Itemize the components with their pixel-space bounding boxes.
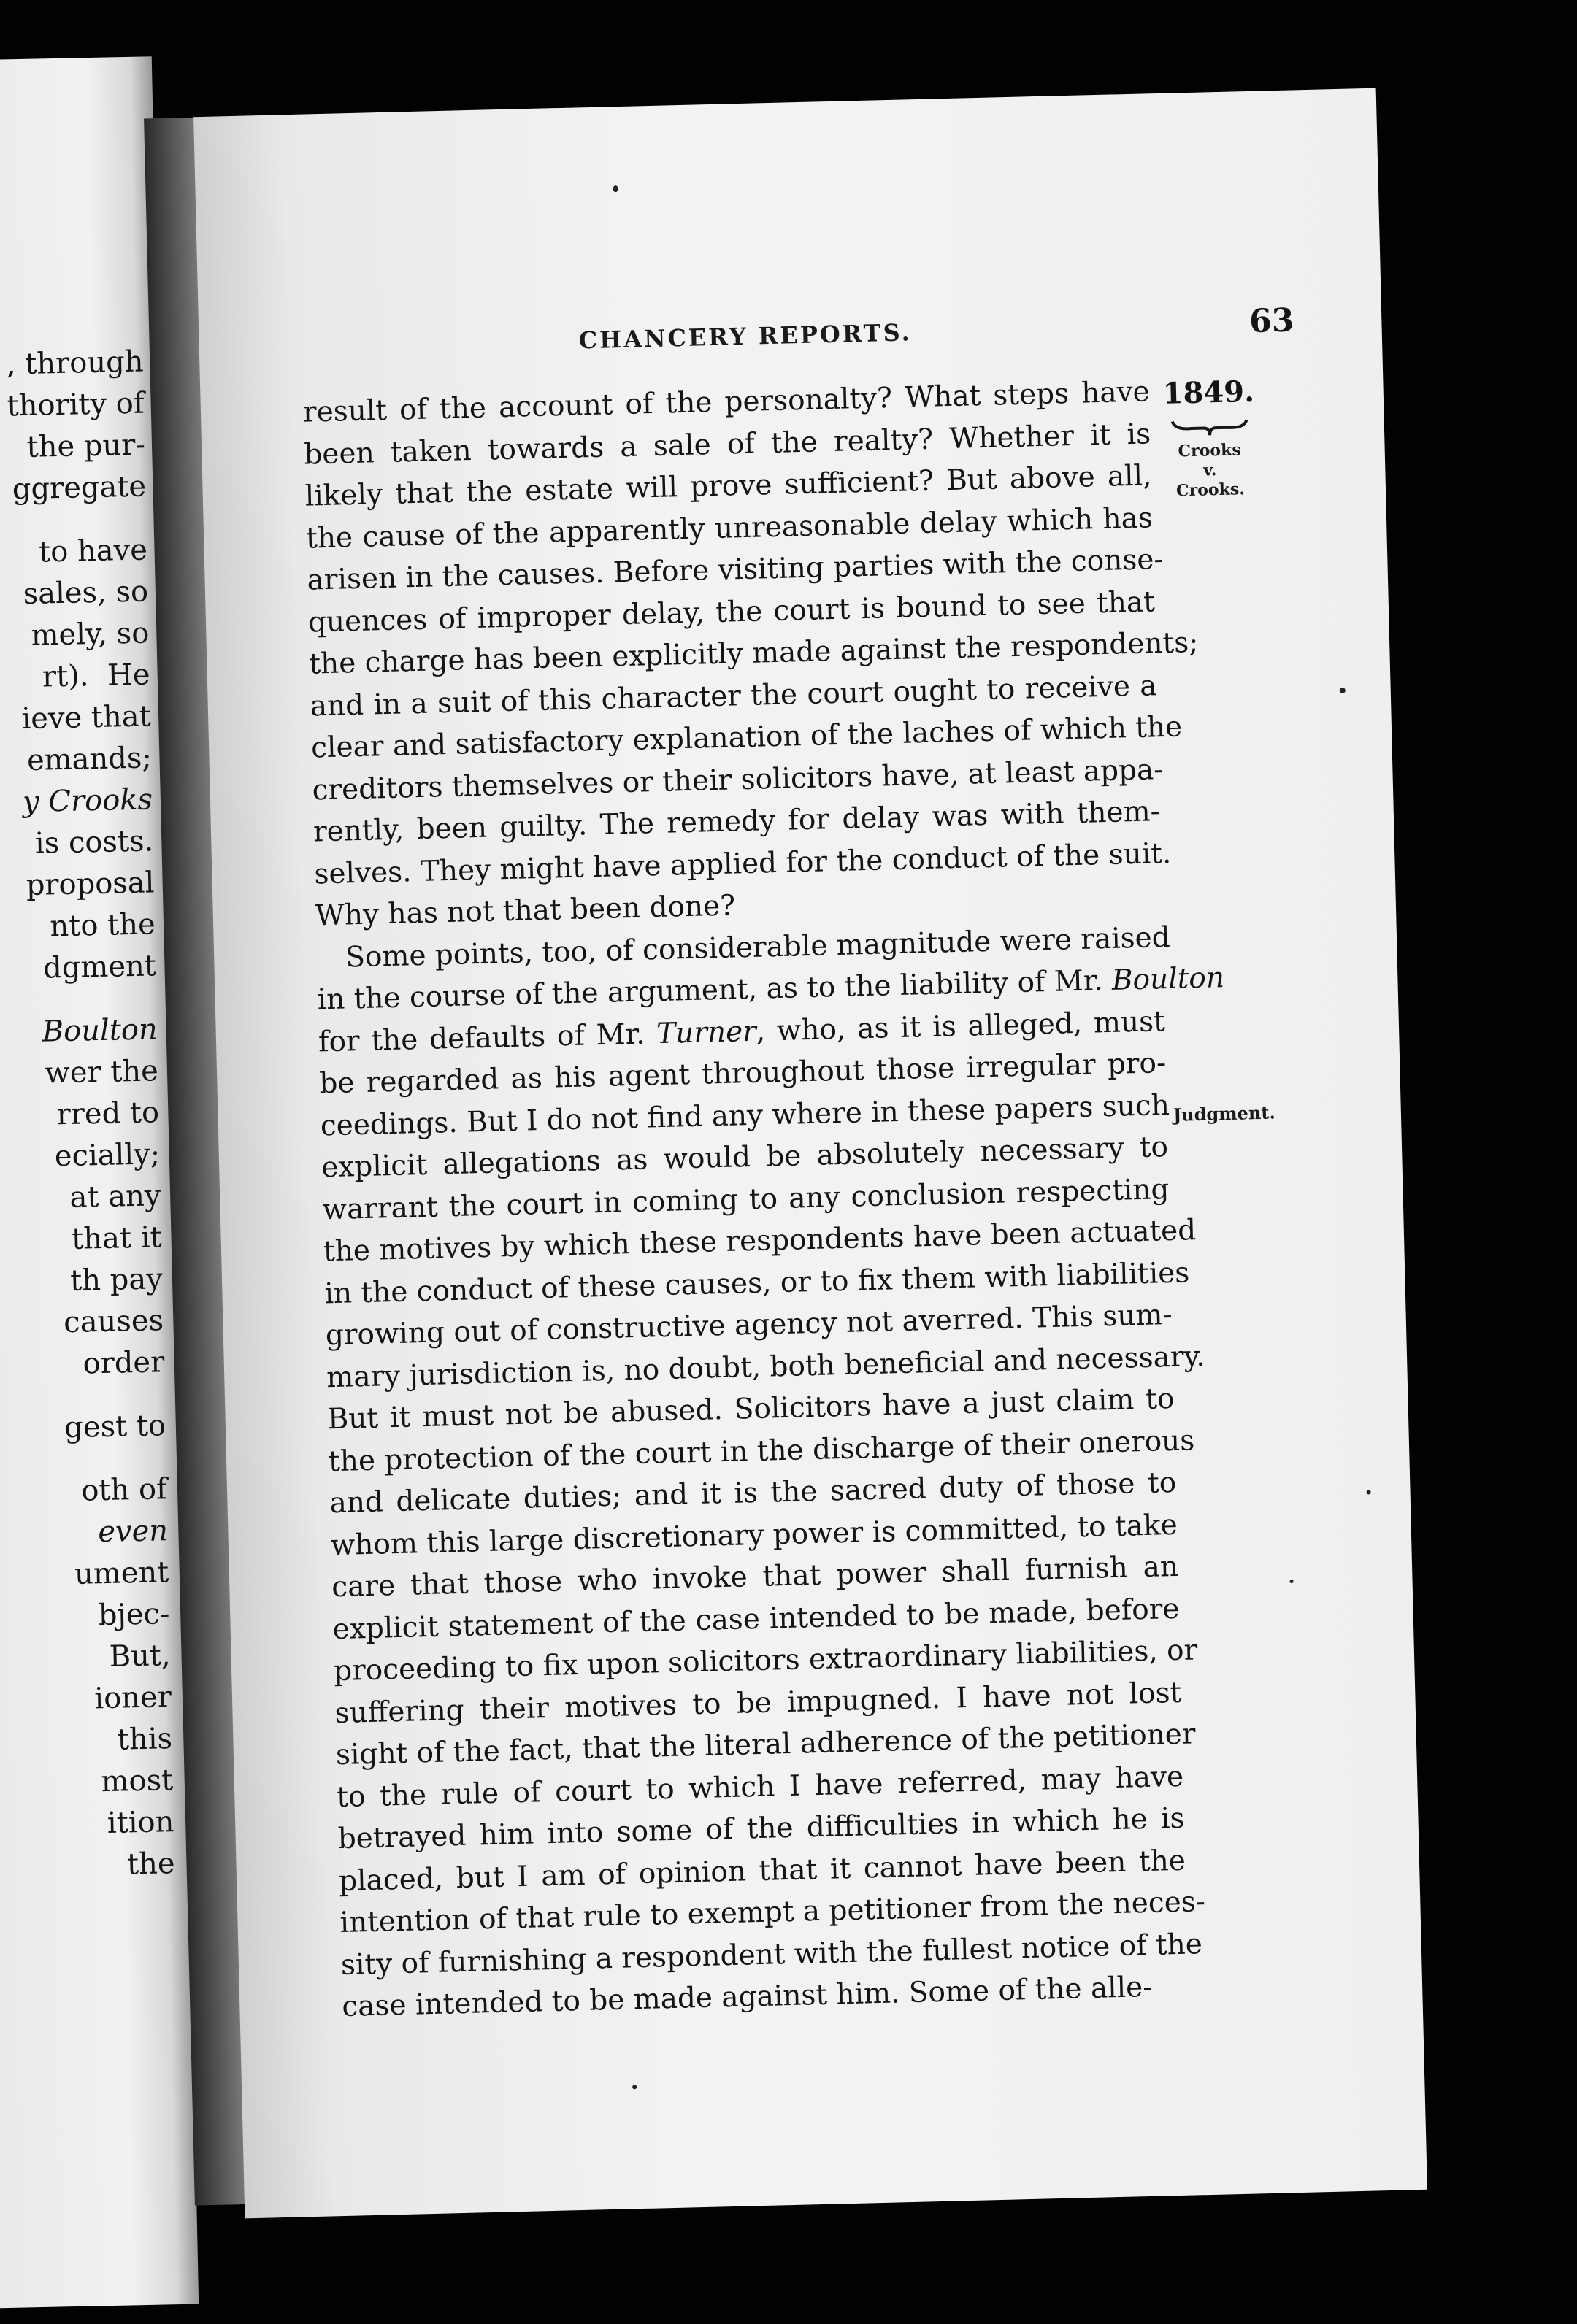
body-line: suffering their motives to be impugned. I have not lost [334,1676,1182,1730]
dust-speck [1289,1580,1293,1583]
body-line: Some points, too, of considerable magnitude were raised [345,920,1171,974]
running-head: CHANCERY REPORTS. [578,318,913,355]
previous-page-line: emands; [26,741,153,777]
previous-page-line: bjec- [98,1597,170,1633]
body-line: selves. They might have applied for the conduct of the suit. [313,836,1172,890]
previous-page-line: the pur- [26,428,146,464]
case-versus: v. [1202,461,1217,480]
body-line: to the rule of court to which I have referred, may have [336,1760,1184,1814]
body-line: explicit allegations as would be absolutely necessary to [321,1131,1169,1185]
body-line: quences of improper delay, the court is bound to see that [307,585,1156,639]
body-line: in the course of the argument, as to the liability of Mr. Boulton [317,961,1225,1017]
previous-page-line: Boulton [42,1012,158,1049]
previous-page-line: oth of [80,1472,168,1508]
previous-page-line: dgment [42,949,157,985]
previous-page-line: ggregate [12,469,147,507]
previous-page-line: wer the [45,1054,159,1090]
dust-speck [613,185,618,192]
body-line: been taken towards a sale of the realty? Whether it is [303,417,1151,472]
body-line: the cause of the apparently unreasonable delay which has [305,501,1154,555]
previous-page-text [0,342,175,1889]
dust-speck [632,2085,637,2089]
body-line: the motives by which these respondents have been actuated [323,1214,1197,1269]
body-line: rently, been guilty. The remedy for delay was with them- [312,795,1161,849]
margin-judgment-label: Judgment. [1173,1101,1276,1126]
dust-speck [1340,688,1346,693]
previous-page-line: But, [109,1639,172,1674]
margin-case-name [1165,440,1254,501]
previous-page-line: ieve that [20,699,152,736]
previous-page-line: thority of [7,386,145,423]
previous-page-line: that it [71,1220,163,1256]
previous-page-line: ition [107,1805,174,1840]
body-line: clear and satisfactory explanation of the laches of which the [310,710,1183,765]
body-line: care that those who invoke that power shall furnish an [331,1550,1179,1604]
body-line: case intended to be made against him. Some of the alle- [341,1970,1153,2024]
previous-page-line: , through [6,345,144,382]
dust-speck [1367,1490,1371,1494]
body-line: likely that the estate will prove sufficient? But above all, [304,459,1153,513]
body-line: ceedings. But I do not find any where in these papers such [320,1088,1170,1142]
body-line: growing out of constructive agency not averred. This sum- [325,1298,1173,1353]
body-line: creditors themselves or their solicitors have, at least appa- [312,753,1164,807]
body-line: be regarded as his agent throughout those irregular pro- [318,1047,1167,1101]
case-party-1: Crooks [1178,440,1241,461]
previous-page-line: is costs. [34,824,154,861]
previous-page-line: this [117,1722,173,1757]
previous-page-line: the [126,1847,176,1882]
brace-icon [1170,415,1251,439]
previous-page-line: proposal [26,866,155,903]
body-line: and in a suit of this character the court ought to receive a [310,669,1158,723]
previous-page-line: ioner [93,1680,172,1716]
body-line: sight of the fact, that the literal adherence of the petitioner [335,1717,1197,1772]
previous-page-line: ecially; [54,1137,161,1174]
body-line: mary jurisdiction is, no doubt, both beneficial and necessary. [326,1339,1206,1394]
previous-page-line: rt). He [42,658,150,694]
body-line: in the conduct of these causes, or to fix them with liabilities [323,1255,1190,1310]
previous-page-line: order [83,1345,165,1381]
previous-page-line: even [97,1514,169,1550]
body-line: result of the account of the personalty? What steps have [302,375,1151,429]
body-line: But it must not be abused. Solicitors have a just claim to [327,1382,1175,1436]
book-page [193,88,1427,2219]
previous-page-line: ument [74,1555,169,1591]
body-line: Why has not that been done? [315,889,736,933]
body-line: warrant the court in coming to any conclusion respecting [322,1172,1170,1226]
previous-page-line: most [101,1763,174,1799]
previous-page-line: gest to [64,1409,166,1445]
body-line: the charge has been explicitly made against the respondents; [308,626,1199,681]
previous-page-line: at any [69,1179,161,1215]
body-line: for the defaults of Mr. Turner, who, as it is alleged, must [318,1004,1166,1058]
body-line: explicit statement of the case intended to be made, before [332,1592,1180,1646]
body-line: placed, but I am of opinion that it cannot have been the [338,1844,1186,1898]
previous-page-line: th pay [69,1262,164,1298]
previous-page-line: sales, so [23,574,149,612]
previous-page-line: causes [63,1304,164,1340]
body-line: proceeding to fix upon solicitors extraordinary liabilities, or [333,1634,1198,1688]
previous-page-line: y Crooks [22,782,153,820]
previous-page-line: rred to [56,1096,160,1132]
body-line: whom this large discretionary power is committed, to take [330,1508,1178,1562]
previous-page-line: mely, so [31,616,150,653]
body-line: sity of furnishing a respondent with the fullest notice of the [340,1927,1203,1982]
page-number: 63 [1248,301,1294,340]
body-line: the protection of the court in the discharge of their onerous [328,1423,1195,1478]
previous-page-line: nto the [50,907,156,944]
previous-page-line: to have [38,533,148,569]
body-line: betrayed him into some of the difficulties in which he is [337,1801,1185,1856]
body-line: and delicate duties; and it is the sacred duty of those to [329,1466,1177,1520]
body-line: arisen in the causes. Before visiting parties with the conse- [307,542,1164,597]
case-party-2: Crooks. [1175,480,1246,501]
body-line: intention of that rule to exempt a petitioner from the neces- [339,1885,1206,1940]
margin-year: 1849. [1162,374,1255,411]
